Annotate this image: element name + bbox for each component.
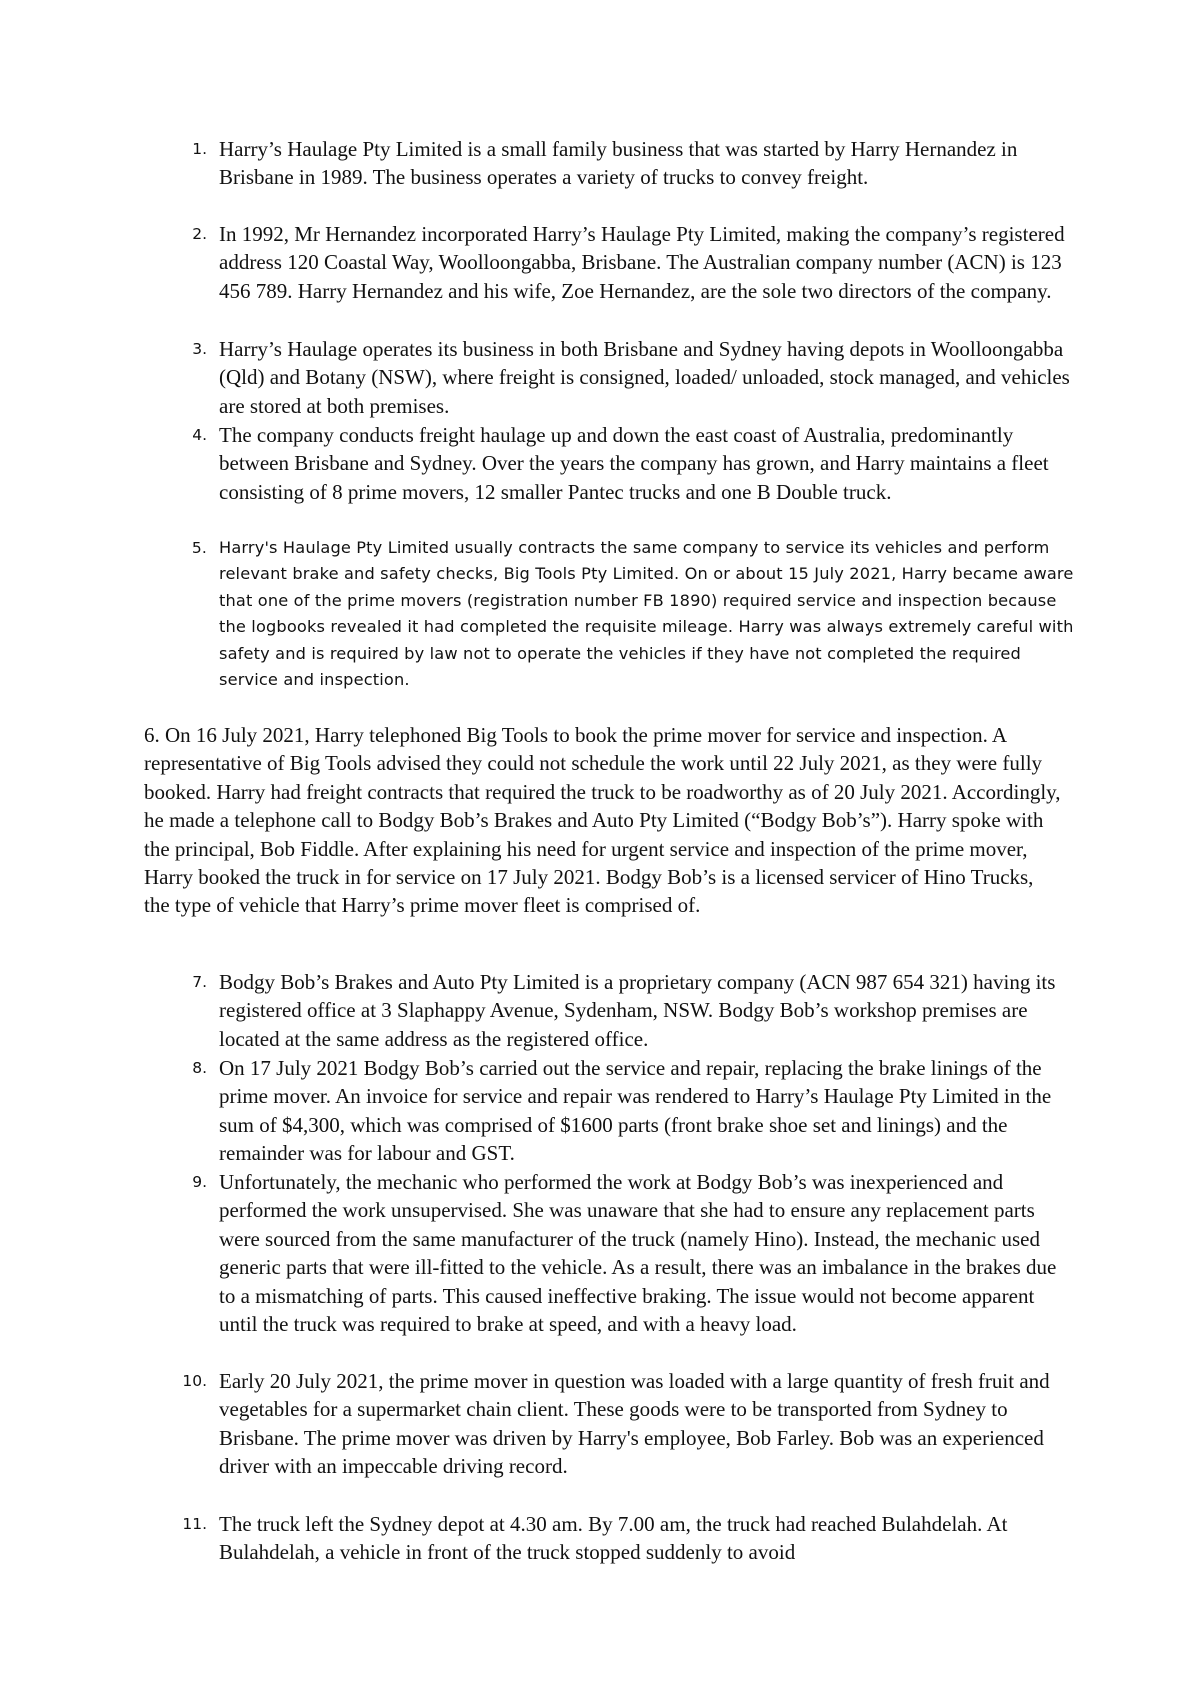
list-item-number: 8. — [192, 1059, 207, 1077]
list-item-text: On 17 July 2021 Bodgy Bob’s carried out the service and repair, replacing the brake linings of the prime mover. An invoice for service and repair was rendered to Harry’s Haulage Pty Limited in the sum of $4,300, which was comprised of $1600 parts (front brake shoe set and linings) and the remainder was for labour and GST. — [219, 1056, 1052, 1166]
list-item — [176, 1054, 1076, 1168]
list-item-number: 4. — [192, 426, 207, 444]
list-item-text: In 1992, Mr Hernandez incorporated Harry’s Haulage Pty Limited, making the company’s registered address 120 Coastal Way, Woolloongabba, Brisbane. The Australian company number (ACN) is 123 456 789. Harry Hernandez and his wife, Zoe Hernandez, are the sole two directors of the company. — [219, 222, 1065, 303]
list-item-text: Bodgy Bob’s Brakes and Auto Pty Limited is a proprietary company (ACN 987 654 321) having its registered office at 3 Slaphappy Avenue, Sydenham, NSW. Bodgy Bob’s workshop premises are located at the same address as the registered office. — [219, 970, 1056, 1051]
list-item — [176, 1168, 1076, 1338]
paragraph-6: 6. On 16 July 2021, Harry telephoned Big Tools to book the prime mover for service and inspection. A representative of Big Tools advised they could not schedule the work until 22 July 2021, as they were fully booked. Harry had freight contracts that required the truck to be roadworthy as of 20 July 2021. Accordingly, he made a telephone call to Bodgy Bob’s Brakes and Auto Pty Limited (“Bodgy Bob’s”). Harry spoke with the principal, Bob Fiddle. After explaining his need for urgent service and inspection of the prime mover, Harry booked the truck in for service on 17 July 2021. Bodgy Bob’s is a licensed servicer of Hino Trucks, the type of vehicle that Harry’s prime mover fleet is comprised of. — [144, 723, 1061, 918]
list-item-text: Harry’s Haulage Pty Limited is a small family business that was started by Harry Hernandez in Brisbane in 1989. The business operates a variety of trucks to convey freight. — [219, 137, 1018, 190]
list-item — [176, 968, 1076, 1053]
list-item-number: 10. — [182, 1372, 207, 1390]
list-item-text: Early 20 July 2021, the prime mover in question was loaded with a large quantity of fresh fruit and vegetables for a supermarket chain client. These goods were to be transported from Sydney to Brisbane. The prime mover was driven by Harry's employee, Bob Farley. Bob was an experienced driver with an impeccable driving record. — [219, 1369, 1050, 1479]
list-item-number: 3. — [192, 340, 207, 358]
list-item — [176, 535, 1076, 693]
list-item-number: 11. — [182, 1515, 207, 1533]
list-item — [176, 220, 1076, 305]
list-item-text: Unfortunately, the mechanic who performed the work at Bodgy Bob’s was inexperienced and performed the work unsupervised. She was unaware that she had to ensure any replacement parts were sourced from the same manufacturer of the truck (namely Hino). Instead, the mechanic used generic parts that were ill-fitted to the vehicle. As a result, there was an imbalance in the brakes due to a mismatching of parts. This caused ineffective braking. The issue would not become apparent until the truck was required to brake at speed, and with a heavy load. — [219, 1170, 1057, 1337]
list-item — [176, 421, 1076, 506]
list-item-number: 2. — [192, 225, 207, 243]
list-item-number: 5. — [191, 539, 207, 557]
list-item-number: 1. — [192, 140, 207, 158]
list-item — [176, 135, 1076, 192]
list-item-text: Harry’s Haulage operates its business in both Brisbane and Sydney having depots in Woolloongabba (Qld) and Botany (NSW), where freight is consigned, loaded/ unloaded, stock managed, and vehicles are stored at both premises. — [219, 337, 1070, 418]
list-item — [176, 335, 1076, 420]
list-item-number: 7. — [192, 973, 207, 991]
list-item-number: 9. — [192, 1173, 207, 1191]
list-item-text: Harry's Haulage Pty Limited usually contracts the same company to service its vehicles and perform relevant brake and safety checks, Big Tools Pty Limited. On or about 15 July 2021, Harry became aware that one of the prime movers (registration number FB 1890) required service and inspection because the logbooks revealed it had completed the requisite mileage. Harry was always extremely careful with safety and is required by law not to operate the vehicles if they have not completed the required service and inspection. — [219, 538, 1074, 690]
list-item-text: The company conducts freight haulage up and down the east coast of Australia, predominantly between Brisbane and Sydney. Over the years the company has grown, and Harry maintains a fleet consisting of 8 prime movers, 12 smaller Pantec trucks and one B Double truck. — [219, 423, 1049, 504]
list-item — [176, 1510, 1076, 1567]
list-item-text: The truck left the Sydney depot at 4.30 am. By 7.00 am, the truck had reached Bulahdelah. At Bulahdelah, a vehicle in front of the truck stopped suddenly to avoid — [219, 1512, 1008, 1565]
list-item — [176, 1367, 1076, 1481]
